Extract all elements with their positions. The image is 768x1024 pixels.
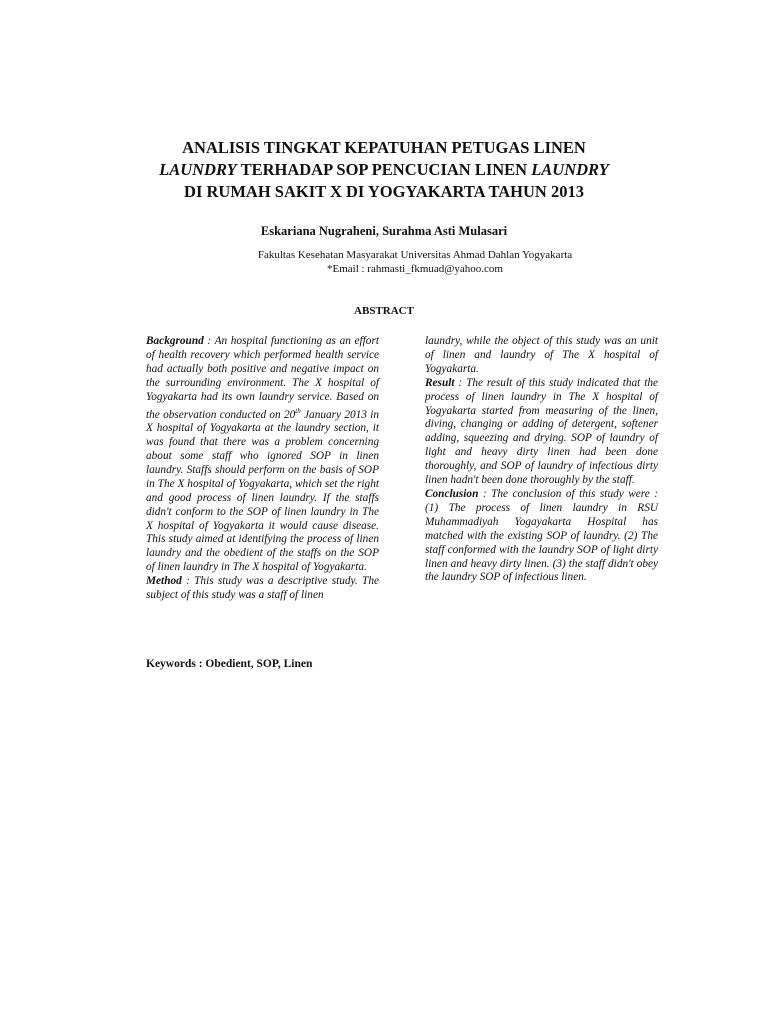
result-label: Result: [425, 376, 455, 389]
keywords-line: Keywords : Obedient, SOP, Linen: [146, 658, 313, 670]
title-line-3: DI RUMAH SAKIT X DI YOGYAKARTA TAHUN 2013: [184, 182, 584, 201]
abstract-column-left: [146, 335, 379, 603]
method-text-start: : This study was a descriptive study. The subject of this study was a staff of linen: [146, 575, 379, 602]
background-text-1: : An hospital functioning as an effort of health recovery which performed health service had actually both positive and negative impact on the surrounding environment. The X hospital of Yogyakarta had its own laundry service. Based on the observation conducted on 20: [146, 335, 379, 421]
abstract-heading: ABSTRACT: [354, 305, 414, 317]
method-label: Method: [146, 575, 182, 588]
title-italic-laundry-2: LAUNDRY: [531, 160, 609, 179]
title-line-2-middle: TERHADAP SOP PENCUCIAN LINEN: [236, 160, 532, 179]
conclusion-text: : The conclusion of this study were : (1) The process of linen laundry in RSU Muhammadiyah Yogayakarta Hospital has matched with the existing SOP of laundry. (2) The staff conformed with the laundry SOP of light dirty linen and heavy dirty linen. (3) the staff didn't obey the laundry SOP of infectious linen.: [425, 487, 658, 584]
background-text-2: January 2013 in X hospital of Yogyakarta at the laundry section, it was found that there was a problem concerning about some staff who ignored SOP in linen laundry. Staffs should perform on the basis of SOP in The X hospital of Yogyakarta, which set the right and good process of linen laundry. If the staffs didn't conform to the SOP of linen laundry in The X hospital of Yogyakarta it would cause disease. This study aimed at identifying the process of linen laundry and the obedient of the staffs on the SOP of linen laundry in The X hospital of Yogyakarta.: [146, 408, 379, 574]
title-line-2: [100, 159, 668, 181]
background-label: Background: [146, 335, 204, 347]
author-list: Eskariana Nugraheni, Surahma Asti Mulasari: [260, 224, 508, 238]
abstract-column-right: [425, 335, 658, 585]
conclusion-label: Conclusion: [425, 487, 479, 500]
affiliation-block: [229, 248, 601, 276]
method-text-continued: laundry, while the object of this study was an unit of linen and laundry of The X hospital of Yogyakarta.: [425, 335, 658, 375]
affiliation-email: *Email : rahmasti_fkmuad@yahoo.com: [326, 263, 503, 275]
title-italic-laundry-1: LAUNDRY: [159, 160, 237, 179]
background-superscript: th: [295, 406, 301, 415]
paper-title: [100, 137, 668, 203]
affiliation-institution: Fakultas Kesehatan Masyarakat Universitas Ahmad Dahlan Yogyakarta: [257, 249, 573, 261]
title-line-1: ANALISIS TINGKAT KEPATUHAN PETUGAS LINEN: [182, 138, 586, 157]
result-text: : The result of this study indicated that the process of linen laundry in The X hospital of Yogyakarta started from measuring of the linen, diving, changing or adding of detergent, softener adding, squeezing and drying. SOP of laundry of light and heavy dirty linen had been done thoroughly, and SOP of laundry of infectious dirty linen hadn't been done thoroughly by the staff.: [425, 376, 658, 487]
abstract-paragraph: [146, 335, 379, 603]
abstract-paragraph-continued: [425, 335, 658, 585]
